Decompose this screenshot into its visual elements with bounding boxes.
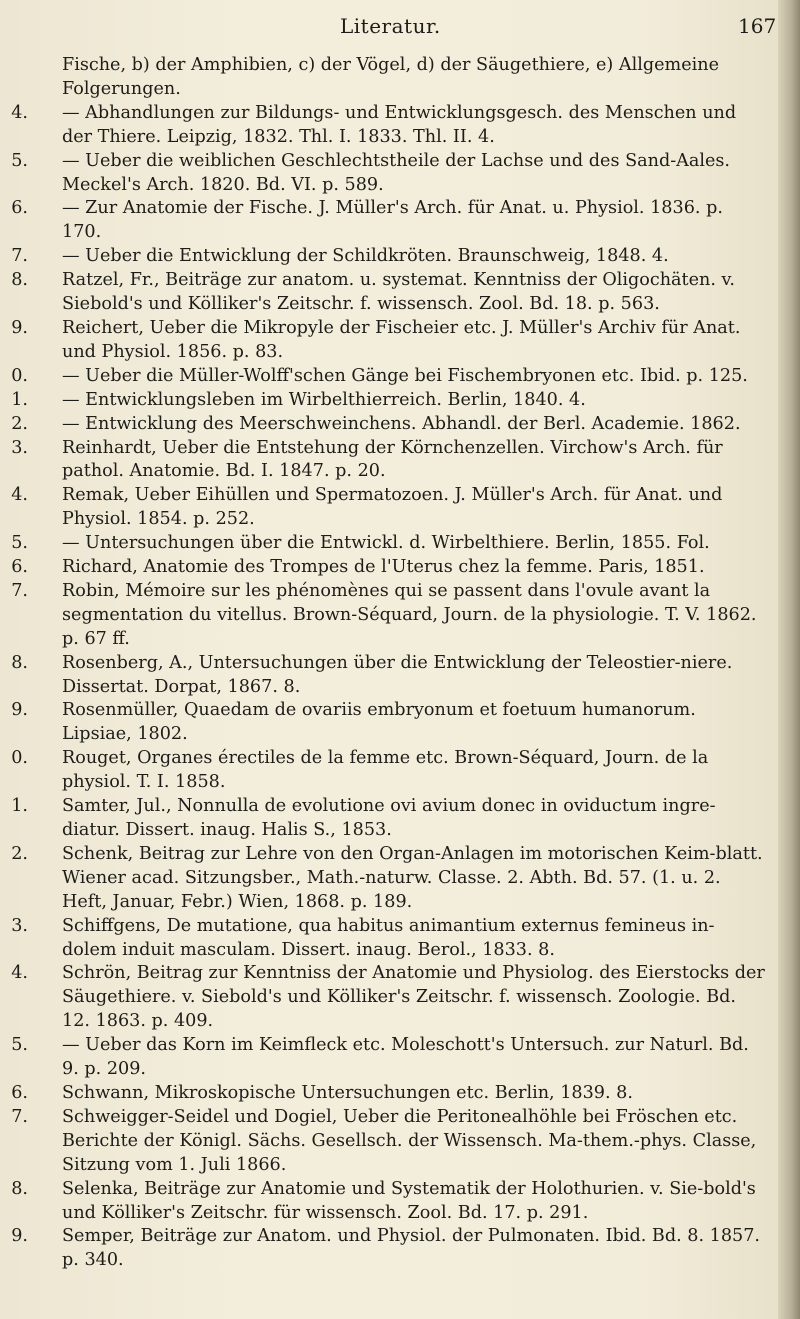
- entry-text: Selenka, Beiträge zur Anatomie und Systematik der Holothurien. v. Sie-bold's und Kölliker's Zeitschr. für wissensch. Zool. Bd. 17. p. 291.: [62, 1178, 756, 1223]
- entry-number: 8.: [11, 1178, 28, 1199]
- entry-text: — Zur Anatomie der Fische. J. Müller's Arch. für Anat. u. Physiol. 1836. p. 170.: [62, 198, 723, 243]
- entry-number: 7.: [11, 580, 28, 601]
- entry-text: Rosenmüller, Quaedam de ovariis embryonum et foetuum humanorum. Lipsiae, 1802.: [62, 700, 696, 745]
- bibliography-entry: [0, 962, 780, 1034]
- bibliography-entry: [0, 532, 780, 556]
- entry-number: 8.: [11, 652, 28, 673]
- bibliography-entry: [0, 54, 780, 102]
- entry-text: — Abhandlungen zur Bildungs- und Entwicklungsgesch. des Menschen und der Thiere. Leipzig, 1832. Thl. I. 1833. Thl. II. 4.: [62, 102, 737, 147]
- entry-text: Schweigger-Seidel und Dogiel, Ueber die Peritonealhöhle bei Fröschen etc. Berichte der Königl. Sächs. Gesellsch. der Wissensch. Ma-them.-phys. Classe, Sitzung vom 1. Juli 1866.: [62, 1106, 757, 1175]
- bibliography-entry: [0, 843, 780, 915]
- bibliography-entry: [0, 652, 780, 700]
- entry-number: 1.: [11, 796, 28, 817]
- entry-number: 2.: [11, 843, 28, 864]
- entry-number: 3.: [11, 437, 28, 458]
- entry-text: Reichert, Ueber die Mikropyle der Fischeier etc. J. Müller's Archiv für Anat. und Physiol. 1856. p. 83.: [62, 317, 741, 362]
- bibliography-entry: [0, 747, 780, 795]
- entry-text: Remak, Ueber Eihüllen und Spermatozoen. J. Müller's Arch. für Anat. und Physiol. 1854. p. 252.: [62, 485, 723, 530]
- bibliography-entry: [0, 580, 780, 652]
- bibliography-entry: [0, 365, 780, 389]
- entry-number: 0.: [11, 748, 28, 769]
- entry-number: 5.: [11, 150, 28, 171]
- entry-text: Schwann, Mikroskopische Untersuchungen etc. Berlin, 1839. 8.: [62, 1082, 633, 1103]
- bibliography-entry: [0, 1225, 780, 1273]
- entry-number: 9.: [11, 700, 28, 721]
- entry-number: 0.: [11, 365, 28, 386]
- bibliography-entry: [0, 699, 780, 747]
- entry-number: 9.: [11, 317, 28, 338]
- bibliography-entry: [0, 1034, 780, 1082]
- entry-number: 7.: [11, 1106, 28, 1127]
- bibliography-entry: [0, 1082, 780, 1106]
- bibliography-entry: [0, 1178, 780, 1226]
- entry-text: Schiffgens, De mutatione, qua habitus animantium externus femineus in-dolem induit masculam. Dissert. inaug. Berol., 1833. 8.: [62, 915, 715, 960]
- entry-text: Rouget, Organes érectiles de la femme etc. Brown-Séquard, Journ. de la physiol. T. I. 1858.: [62, 748, 709, 793]
- bibliography-entry: [0, 317, 780, 365]
- page-number: 167: [738, 14, 777, 38]
- running-title: Literatur.: [340, 14, 441, 38]
- bibliography-entry: [0, 389, 780, 413]
- bibliography-entry: [0, 413, 780, 437]
- entry-text: — Ueber die Müller-Wolff'schen Gänge bei Fischembryonen etc. Ibid. p. 125.: [62, 365, 748, 386]
- bibliography-entry: [0, 245, 780, 269]
- bibliography-entry: [0, 556, 780, 580]
- bibliography-entry: [0, 150, 780, 198]
- entry-number: 8.: [11, 270, 28, 291]
- entry-text: Richard, Anatomie des Trompes de l'Uterus chez la femme. Paris, 1851.: [62, 557, 705, 578]
- bibliography-entry: [0, 269, 780, 317]
- entry-text: Samter, Jul., Nonnulla de evolutione ovi avium donec in oviductum ingre-diatur. Dissert. inaug. Halis S., 1853.: [62, 796, 716, 840]
- entry-text: — Ueber die Entwicklung der Schildkröten. Braunschweig, 1848. 4.: [62, 246, 669, 267]
- bibliography-entry: [0, 915, 780, 963]
- entry-text: Reinhardt, Ueber die Entstehung der Körnchenzellen. Virchow's Arch. für pathol. Anatomie. Bd. I. 1847. p. 20.: [62, 437, 723, 482]
- page-header: [0, 10, 780, 42]
- entry-number: 4.: [11, 102, 28, 123]
- entry-number: 7.: [11, 246, 28, 267]
- entry-text: Schrön, Beitrag zur Kenntniss der Anatomie und Physiolog. des Eierstocks der Säugethiere. v. Siebold's und Kölliker's Zeitschr. f. wissensch. Zoologie. Bd. 12. 1863. p. 409.: [62, 963, 765, 1032]
- entry-number: 4.: [11, 485, 28, 506]
- bibliography-entry: [0, 484, 780, 532]
- entry-text: — Ueber die weiblichen Geschlechtstheile der Lachse und des Sand-Aales. Meckel's Arch. 1820. Bd. VI. p. 589.: [62, 150, 731, 195]
- entry-number: 6.: [11, 198, 28, 219]
- bibliography-entry: [0, 437, 780, 485]
- entry-text: Semper, Beiträge zur Anatom. und Physiol. der Pulmonaten. Ibid. Bd. 8. 1857. p. 340.: [62, 1226, 761, 1271]
- bibliography-entry: [0, 102, 780, 150]
- bibliography-entry: [0, 795, 780, 843]
- entry-number: 2.: [11, 413, 28, 434]
- entry-number: 1.: [11, 389, 28, 410]
- entry-text: — Ueber das Korn im Keimfleck etc. Moleschott's Untersuch. zur Naturl. Bd. 9. p. 209.: [62, 1035, 749, 1080]
- entry-text: — Entwicklungsleben im Wirbelthierreich. Berlin, 1840. 4.: [62, 389, 586, 410]
- entry-text: Robin, Mémoire sur les phénomènes qui se passent dans l'ovule avant la segmentation du vitellus. Brown-Séquard, Journ. de la physiologie. T. V. 1862. p. 67 ff.: [62, 580, 757, 649]
- entry-number: 6.: [11, 557, 28, 578]
- bibliography-entry: [0, 1106, 780, 1178]
- bibliography-entry: [0, 197, 780, 245]
- entry-number: 6.: [11, 1082, 28, 1103]
- entry-text: Fische, b) der Amphibien, c) der Vögel, d) der Säugethiere, e) Allgemeine Folgerungen.: [62, 55, 719, 99]
- entry-text: Ratzel, Fr., Beiträge zur anatom. u. systemat. Kenntniss der Oligochäten. v. Siebold's und Kölliker's Zeitschr. f. wissensch. Zool. Bd. 18. p. 563.: [62, 270, 735, 315]
- bibliography-list: [0, 54, 780, 1273]
- entry-text: Schenk, Beitrag zur Lehre von den Organ-Anlagen im motorischen Keim-blatt. Wiener acad. Sitzungsber., Math.-naturw. Classe. 2. Abth. Bd. 57. (1. u. 2. Heft, Januar, Febr.) Wien, 1868. p. 189.: [62, 843, 763, 912]
- entry-number: 5.: [11, 533, 28, 554]
- entry-text: — Untersuchungen über die Entwickl. d. Wirbelthiere. Berlin, 1855. Fol.: [62, 533, 710, 554]
- entry-text: — Entwicklung des Meerschweinchens. Abhandl. der Berl. Academie. 1862.: [62, 413, 741, 434]
- entry-text: Rosenberg, A., Untersuchungen über die Entwicklung der Teleostier-niere. Dissertat. Dorpat, 1867. 8.: [62, 652, 733, 697]
- entry-number: 9.: [11, 1226, 28, 1247]
- entry-number: 5.: [11, 1035, 28, 1056]
- entry-number: 4.: [11, 963, 28, 984]
- entry-number: 3.: [11, 915, 28, 936]
- page-edge: [778, 0, 800, 1319]
